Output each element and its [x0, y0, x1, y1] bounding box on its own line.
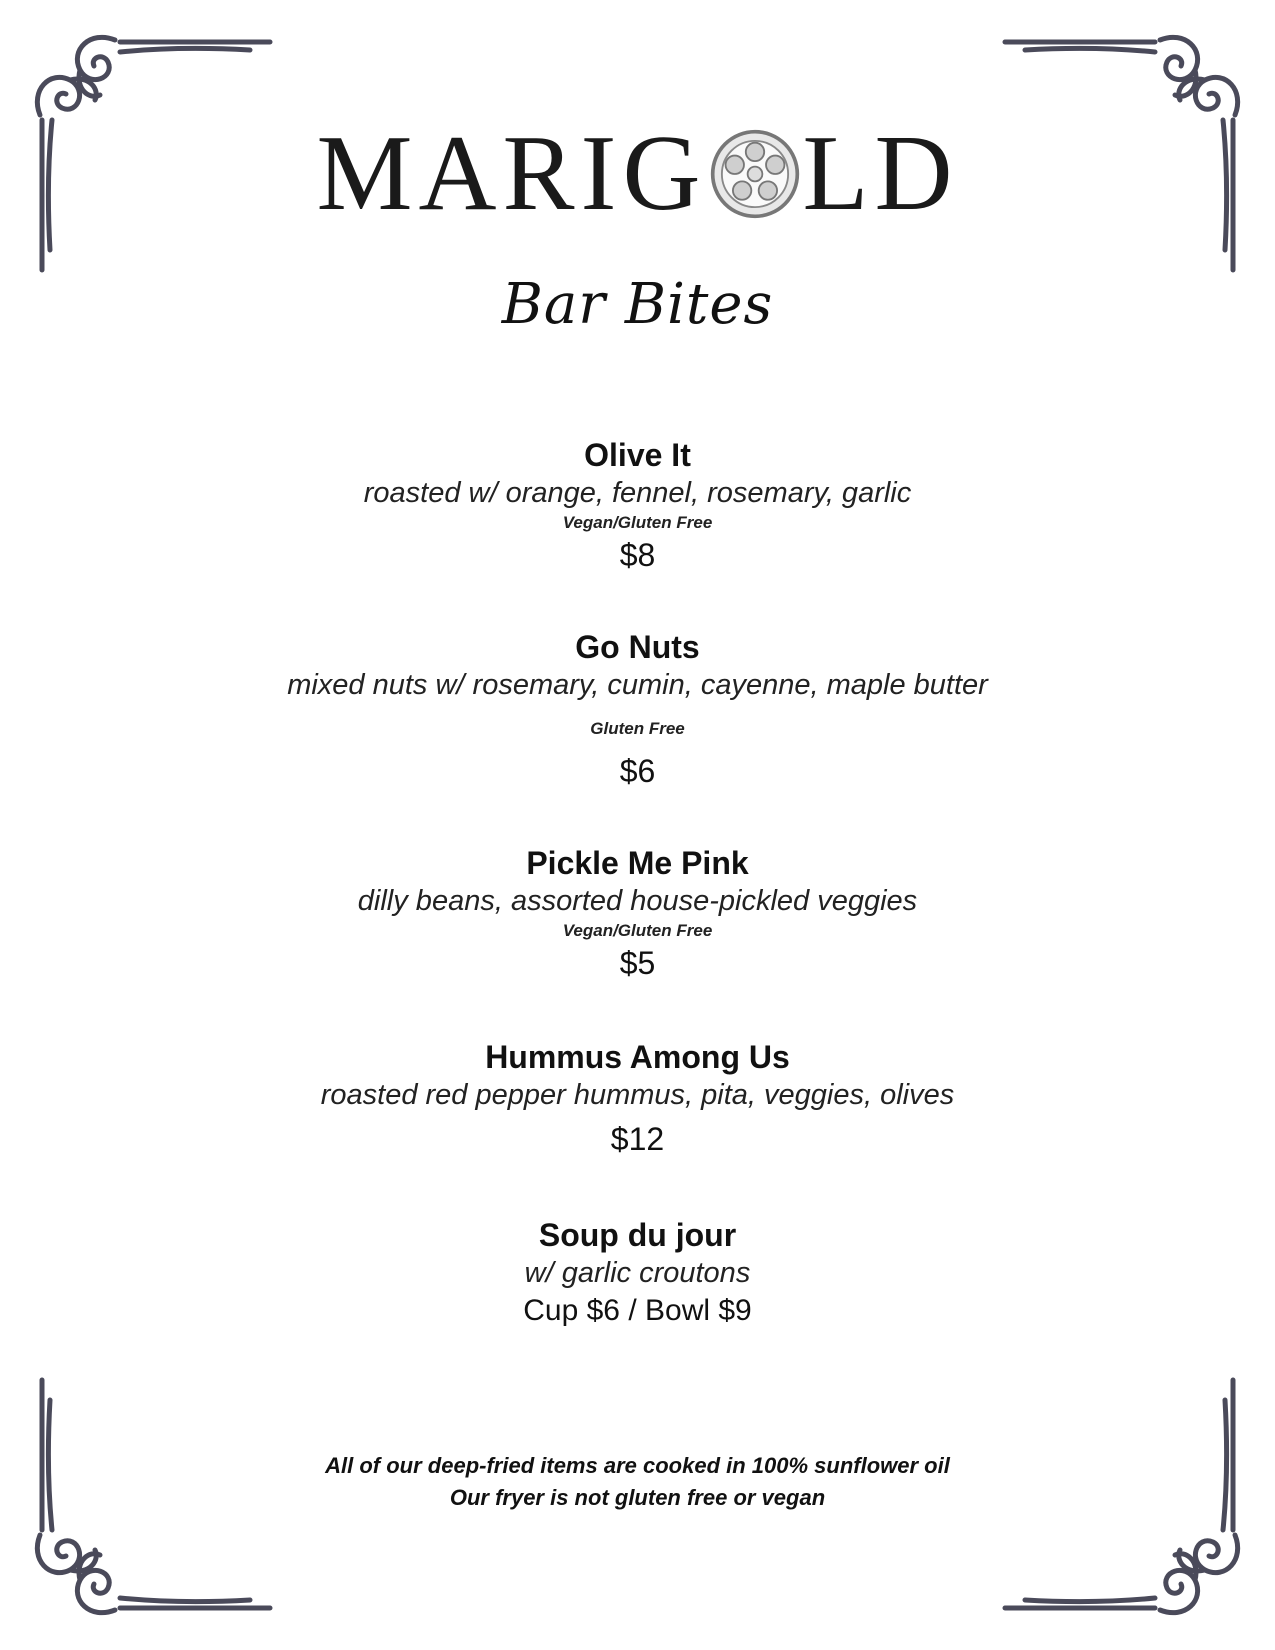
item-description: w/ garlic croutons: [524, 1257, 751, 1289]
footnote-line: Our fryer is not gluten free or vegan: [449, 1485, 826, 1510]
menu-header: [0, 114, 1275, 337]
menu-list: [0, 435, 1275, 1331]
brand-logo: [316, 114, 959, 233]
rose-window-icon: [709, 128, 801, 220]
item-name: Olive It: [584, 437, 691, 473]
menu-section-title: Bar Bites: [501, 272, 774, 337]
footnote: [0, 1450, 1275, 1514]
item-price: $6: [619, 753, 656, 789]
menu-item: [0, 1037, 1275, 1159]
item-price: $8: [619, 537, 656, 573]
item-price: $12: [610, 1121, 665, 1157]
item-description: mixed nuts w/ rosemary, cumin, cayenne, maple butter: [287, 669, 988, 701]
item-dietary-tag: Gluten Free: [590, 719, 685, 738]
item-name: Pickle Me Pink: [526, 845, 749, 881]
brand-logo-text-start: MARIG: [316, 114, 707, 233]
item-name: Hummus Among Us: [485, 1039, 790, 1075]
item-name: Go Nuts: [575, 629, 700, 665]
item-name: Soup du jour: [538, 1217, 737, 1253]
brand-logo-text-end: LD: [802, 114, 959, 233]
item-price: $5: [619, 945, 656, 981]
menu-item: [0, 627, 1275, 791]
item-dietary-tag: Vegan/Gluten Free: [562, 921, 713, 940]
item-dietary-tag: Vegan/Gluten Free: [562, 513, 713, 532]
menu-item: [0, 1215, 1275, 1331]
menu-item: [0, 435, 1275, 575]
menu-item: [0, 843, 1275, 983]
footnote-line: All of our deep-fried items are cooked in 100% sunflower oil: [325, 1453, 950, 1478]
item-description: roasted w/ orange, fennel, rosemary, garlic: [363, 477, 912, 509]
item-description: roasted red pepper hummus, pita, veggies, olives: [320, 1079, 955, 1111]
item-description: dilly beans, assorted house-pickled veggies: [357, 885, 918, 917]
item-price: Cup $6 / Bowl $9: [523, 1294, 752, 1327]
